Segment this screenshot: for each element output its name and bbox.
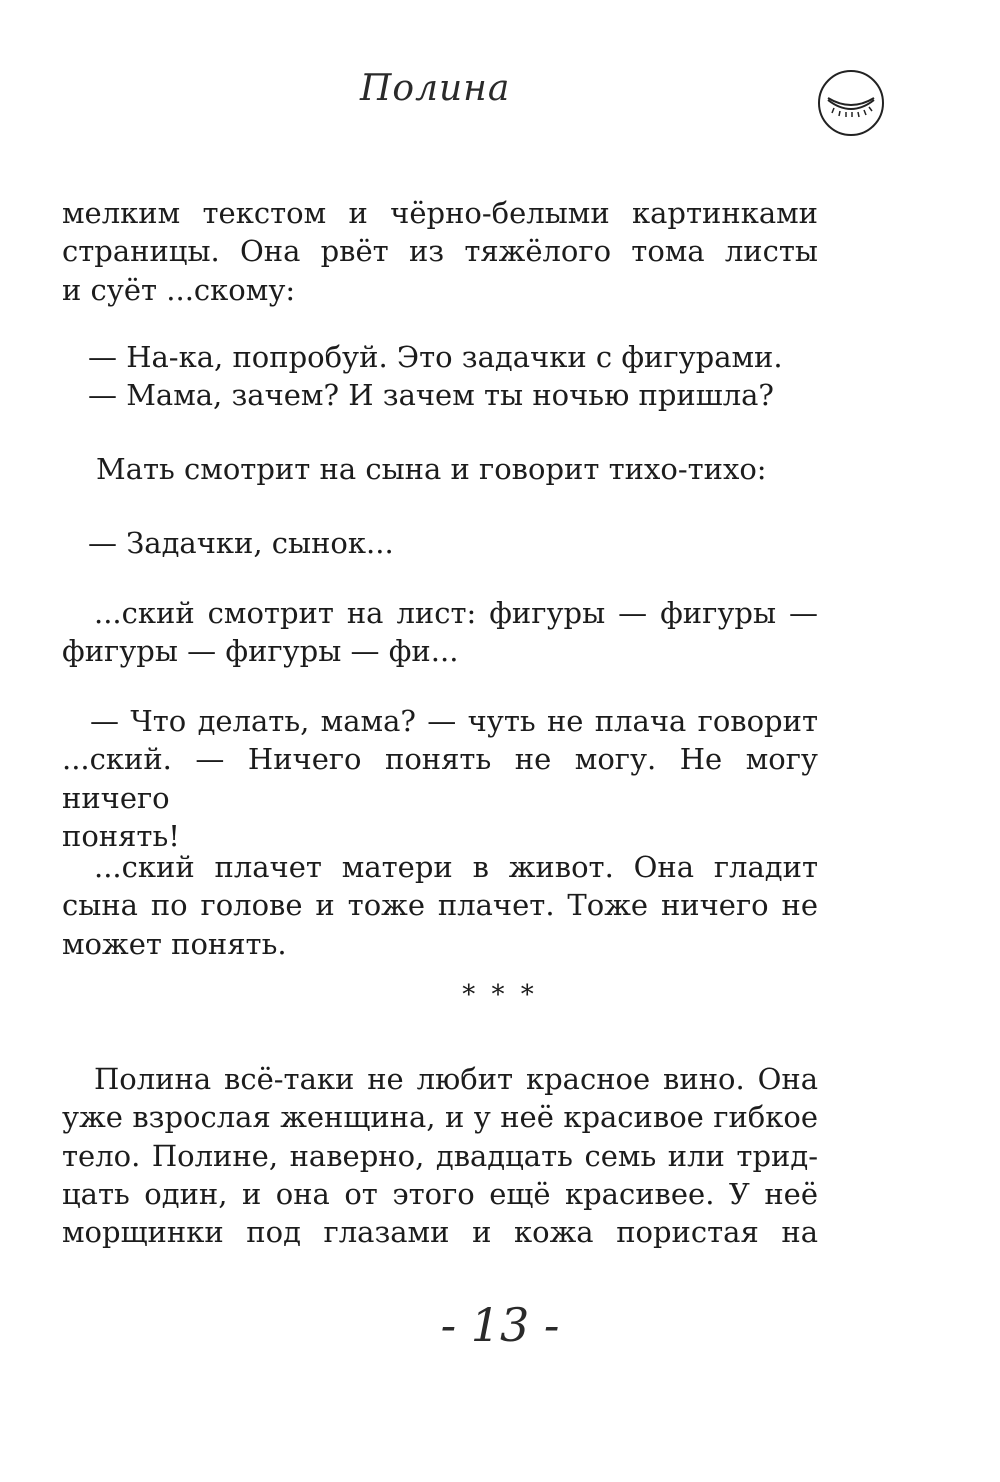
paragraph-3 <box>62 594 818 671</box>
paragraph-4 <box>62 848 818 963</box>
page-number: - 13 - <box>440 1298 560 1352</box>
dialogue-line: — Задачки, сынок... <box>88 526 394 560</box>
dialogue-line: — На-ка, попробуй. Это задачки с фигурами. <box>88 340 783 374</box>
dialogue-line: — Что делать, мама? — чуть не плача говорит <box>90 704 818 738</box>
paragraph-5 <box>62 1060 818 1251</box>
dialogue-2 <box>88 524 828 562</box>
dialogue-line: ...ский. — Ничего понять не могу. Не могу ничего <box>62 742 818 815</box>
dialogue-line: — Мама, зачем? И зачем ты ночью пришла? <box>88 378 774 413</box>
text-line: Полина всё-таки не любит красное вино. Она <box>94 1062 818 1096</box>
dialogue-1 <box>88 338 828 415</box>
dialogue-3 <box>62 702 818 855</box>
text-line: ...ский смотрит на лист: фигуры — фигуры — <box>94 596 818 630</box>
section-separator: * * * <box>462 980 538 1010</box>
text-line: и суёт ...скому: <box>62 272 296 307</box>
text-line: фигуры — фигуры — фи... <box>62 634 459 669</box>
paragraph-2 <box>96 450 836 488</box>
text-line: Мать смотрит на сына и говорит тихо-тихо: <box>96 452 767 486</box>
text-line: ...ский плачет матери в живот. Она гладит <box>94 850 818 884</box>
text-line: цать один, и она от этого ещё красивее. У неё <box>62 1176 818 1211</box>
closed-eye-icon <box>816 68 886 138</box>
text-line: сына по голове и тоже плачет. Тоже ничего не <box>62 888 818 923</box>
text-line: уже взрослая женщина, и у неё красивое гибкое <box>62 1100 818 1135</box>
text-line: мелким текстом и чёрно-белыми картинками <box>62 196 818 230</box>
paragraph-1 <box>62 194 818 309</box>
text-line: страницы. Она рвёт из тяжёлого тома листы <box>62 234 818 269</box>
text-line: может понять. <box>62 926 287 961</box>
text-line: морщинки под глазами и кожа пористая на <box>62 1215 818 1250</box>
running-title: Полина <box>360 68 511 109</box>
text-line: тело. Полине, наверно, двадцать семь или трид- <box>62 1138 818 1173</box>
dialogue-line: понять! <box>62 818 180 853</box>
